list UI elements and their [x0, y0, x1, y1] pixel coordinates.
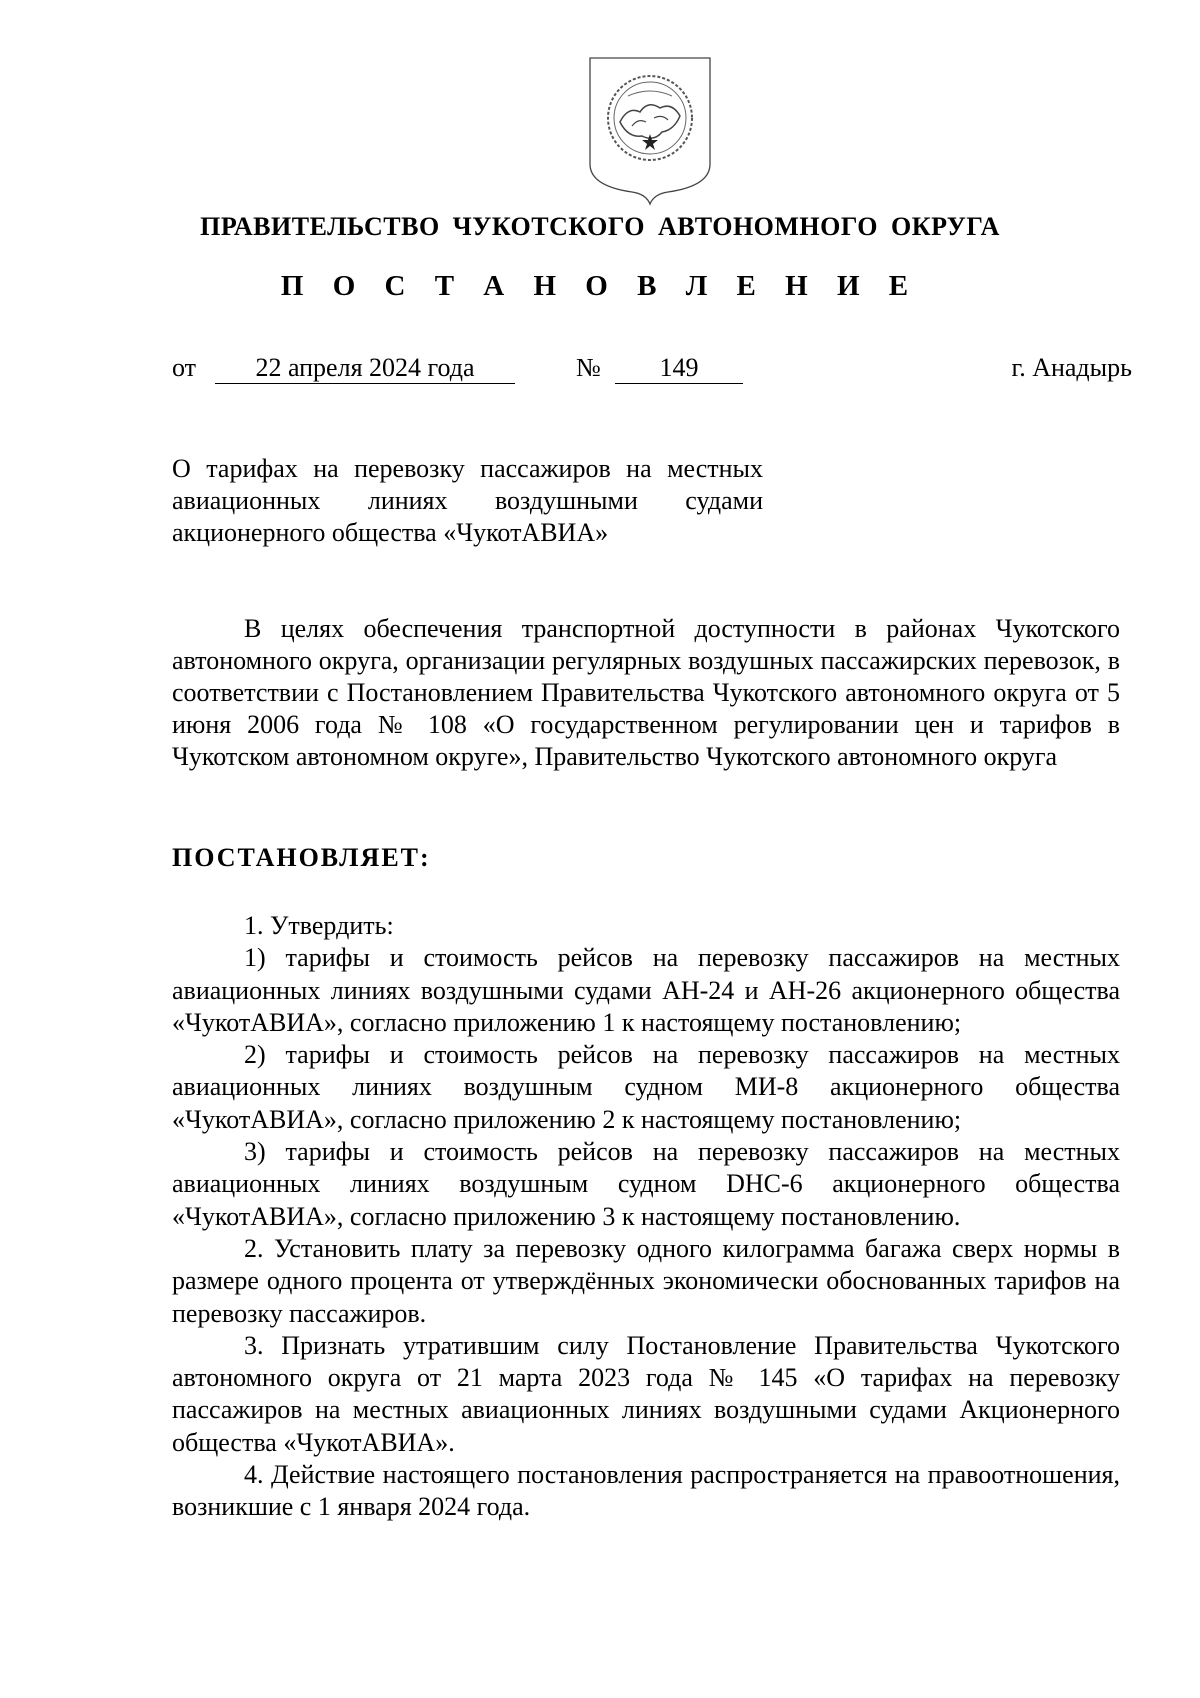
document-city: г. Анадырь	[1011, 353, 1132, 382]
coat-of-arms-emblem	[588, 56, 712, 206]
resolves-heading: ПОСТАНОВЛЯЕТ:	[172, 843, 431, 872]
subject-line: О тарифах на перевозку пассажиров на местных	[172, 454, 763, 483]
document-subject	[172, 453, 763, 549]
preamble-block	[172, 613, 1120, 773]
date-label: от	[172, 353, 197, 382]
resolution-item: 4. Действие настоящего постановления распространяется на правоотношения, возникшие с 1 января 2024 года.	[172, 1460, 1120, 1522]
resolution-item: 1) тарифы и стоимость рейсов на перевозку пассажиров на местных авиационных линиях воздушными судами АН-24 и АН-26 акционерного общества «ЧукотАВИА», согласно приложению 1 к настоящему постановлению;	[172, 943, 1120, 1037]
document-number: 149	[615, 353, 743, 384]
resolution-item: 3. Признать утратившим силу Постановление Правительства Чукотского автономного округа от 21 марта 2023 года № 145 «О тарифах на перевозку пассажиров на местных авиационных линиях воздушными судами Акционерного общества «ЧукотАВИА».	[172, 1330, 1120, 1457]
resolution-item: 1. Утвердить:	[244, 911, 394, 940]
document-type-heading: П О С Т А Н О В Л Е Н И Е	[280, 270, 920, 302]
resolution-items	[172, 910, 1120, 1524]
document-date: 22 апреля 2024 года	[215, 353, 515, 384]
resolution-item: 2) тарифы и стоимость рейсов на перевозку пассажиров на местных авиационных линиях воздушным судном МИ-8 акционерного общества «ЧукотАВИА», согласно приложению 2 к настоящему постановлению;	[172, 1040, 1120, 1134]
resolution-item: 3) тарифы и стоимость рейсов на перевозку пассажиров на местных авиационных линиях воздушным судном DHC-6 акционерного общества «ЧукотАВИА», согласно приложению 3 к настоящему постановлению.	[172, 1137, 1120, 1231]
number-label: №	[576, 353, 601, 382]
resolution-item: 2. Установить плату за перевозку одного килограмма багажа сверх нормы в размере одного процента от утверждённых экономически обоснованных тарифов на перевозку пассажиров.	[172, 1233, 1120, 1328]
preamble-paragraph: В целях обеспечения транспортной доступности в районах Чукотского автономного округа, организации регулярных воздушных пассажирских перевозок, в соответствии с Постановлением Правительства Чукотского автономного округа от 5 июня 2006 года № 108 «О государственном регулировании цен и тарифов в Чукотском автономном округе», Правительство Чукотского автономного округа	[172, 614, 1120, 771]
subject-line: акционерного общества «ЧукотАВИА»	[172, 518, 609, 547]
subject-line: авиационных линиях воздушными судами	[172, 486, 763, 515]
document-meta-row	[172, 353, 1132, 393]
government-title: ПРАВИТЕЛЬСТВО ЧУКОТСКОГО АВТОНОМНОГО ОКРУГА	[200, 212, 1000, 241]
